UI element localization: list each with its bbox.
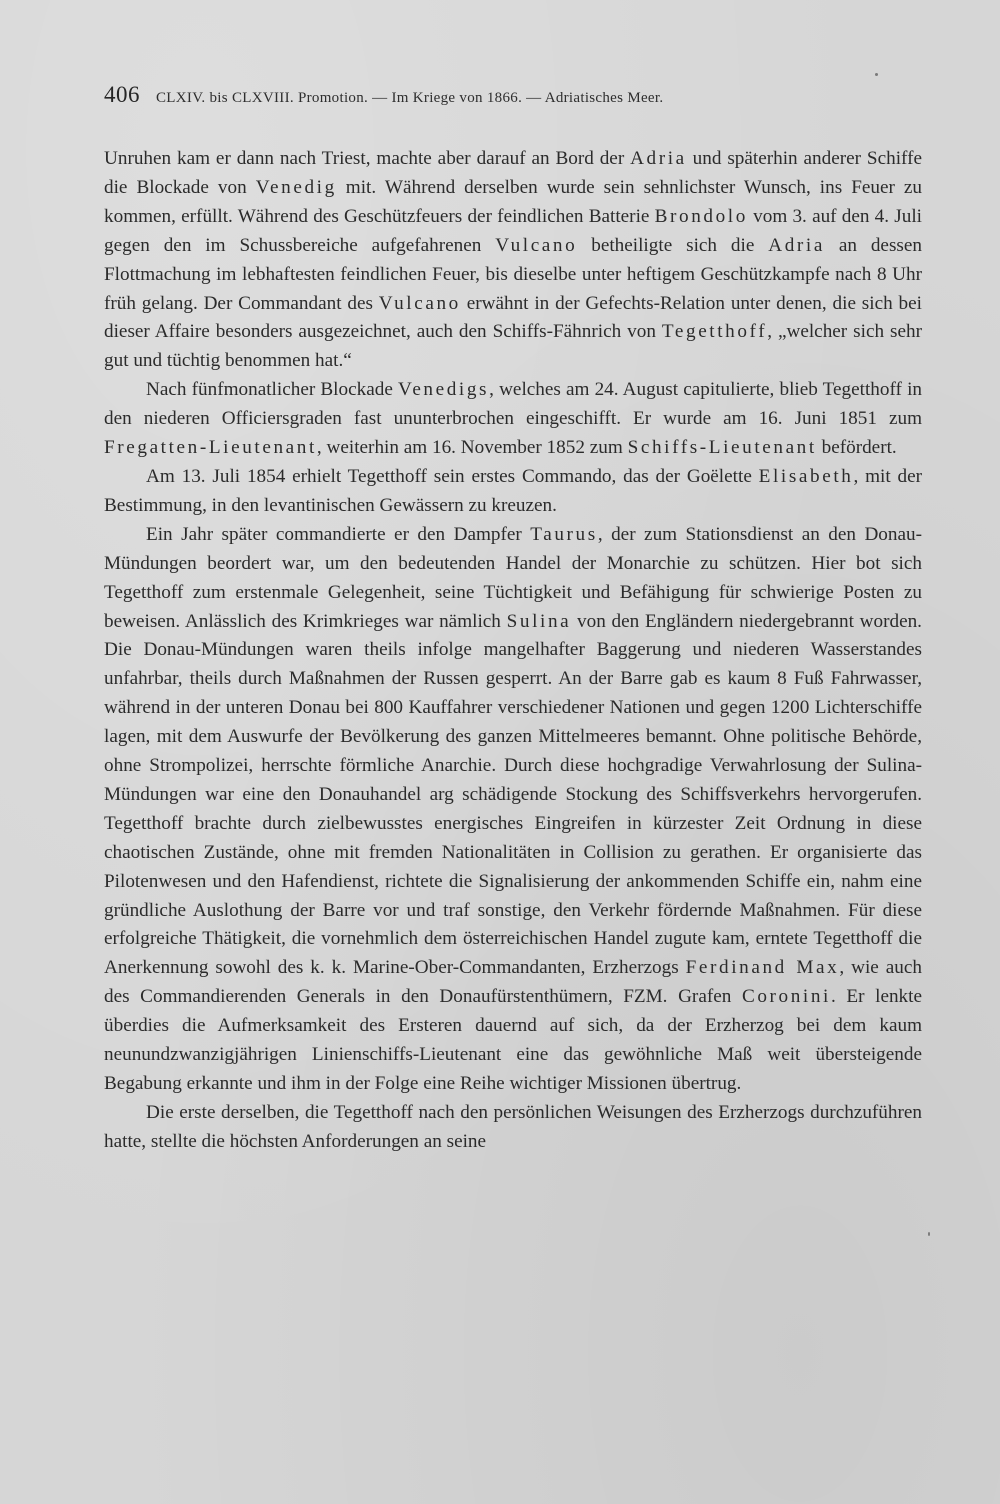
text-run: , wie auch des Commandierenden Generals in den Donaufürstenthümern, FZM. Grafen [104, 957, 922, 1008]
spaced-name: Brondolo [654, 205, 748, 227]
spaced-name: Sulina [506, 610, 572, 632]
paragraph [104, 463, 922, 521]
paper-speck [928, 1232, 930, 1236]
spaced-name: Venedigs [397, 379, 490, 401]
spaced-name: Elisabeth [758, 465, 854, 487]
spaced-name: Vulcano [378, 292, 461, 314]
spaced-name: Schiffs-Lieutenant [627, 437, 817, 459]
paragraph [104, 521, 922, 1099]
spaced-name: Adria [768, 234, 825, 256]
spaced-name: Vulcano [495, 234, 578, 256]
text-run: erwähnt in der Gefechts-Relation unter denen, die sich bei dieser Affaire besonders ausgezeichnet, auch den Schiffs-Fähnrich von [104, 292, 922, 343]
spaced-name: Venedig [255, 176, 337, 198]
text-run: , der zum Stationsdienst an den Donau-Mündungen beordert war, um den bedeutenden Handel der Monarchie zu schützen. Hier bot sich Tegetthoff zum erstenmale Gelegenheit, seine Tüchtigkeit und Befähigung für schwierige Posten zu beweisen. Anlässlich des Krimkrieges war nämlich [104, 523, 922, 632]
text-run: vom 3. auf den 4. Juli gegen den im Schussbereiche aufgefahrenen [104, 205, 923, 256]
spaced-name: Fregatten-Lieutenant [104, 437, 317, 459]
spaced-name: Adria [630, 148, 687, 169]
spaced-name: Ferdinand Max [685, 957, 840, 979]
text-run: befördert. [816, 437, 897, 459]
text-run: betheiligte sich die [577, 234, 769, 256]
paragraph [104, 1099, 922, 1157]
text-run: von den Engländern niedergebrannt worden. Die Donau-Mündungen waren theils infolge mangelhafter Baggerung und niederen Wasserstandes unfahrbar, theils durch Maßnahmen der Russen gesperrt. An der Barre gab es kaum 8 Fuß Fahrwasser, während in der unteren Donau bei 800 Kauffahrer verschiedener Nationen und gegen 1200 Lichterschiffe lagen, mit dem Auswurfe der Bevölkerung des ganzen Mittelmeeres bemannt. Ohne politische Behörde, ohne Strompolizei, herrschte förmliche Anarchie. Durch diese hochgradige Verwahrlosung der Sulina-Mündungen war eine den Donauhandel arg schädigende Stockung des Schiffsverkehrs hervorgerufen. Tegetthoff brachte durch zielbewusstes energisches Eingreifen in kürzester Zeit Ordnung in diese chaotischen Zustände, ohne mit fremden Nationalitäten in Collision zu gerathen. Er organisierte das Pilotenwesen und den Hafendienst, richtete die Signalisierung der ankommenden Schiffe ein, nahm eine gründliche Auslothung der Barre vor und traf sonstige, den Verkehr fördernde Maßnahmen. Für diese erfolgreiche Thätigkeit, die vornehmlich dem österreichischen Handel zugute kam, erntete Tegetthoff die Anerkennung sowohl des k. k. Marine-Ober-Commandanten, Erzherzogs [104, 610, 922, 979]
paper-speck [875, 73, 878, 76]
running-head: CLXIV. bis CLXVIII. Promotion. — Im Kriege von 1866. — Adriatisches Meer. [156, 90, 664, 106]
text-run: Am 13. Juli 1854 erhielt Tegetthoff sein erstes Commando, das der Goëlette [146, 465, 759, 487]
text-run: Nach fünfmonatlicher Blockade [146, 379, 398, 401]
text-run: , weiterhin am 16. November 1852 zum [316, 437, 628, 459]
text-run: und späterhin anderer Schiffe die Blockade von [104, 148, 922, 198]
page-number: 406 [104, 82, 140, 107]
text-run: . Er lenkte überdies die Aufmerksamkeit des Ersteren dauernd auf sich, da der Erzherzog bei dem kaum neunundzwanzigjährigen Linienschiffs-Lieutenant eine das gewöhnliche Maß weit übersteigende Begabung erkannte und ihm in der Folge eine Reihe wichtiger Missionen übertrug. [104, 986, 922, 1094]
text-run: an dessen Flottmachung im lebhaftesten feindlichen Feuer, bis dieselbe unter heftigem Geschützkampfe nach 8 Uhr früh gelang. Der Commandant des [104, 234, 922, 314]
spaced-name: Coronini [741, 986, 831, 1008]
text-run: mit. Während derselben wurde sein sehnlichster Wunsch, ins Feuer zu kommen, erfüllt. Während des Geschützfeuers der feindlichen Batterie [104, 176, 922, 227]
spaced-name: Taurus [530, 523, 598, 545]
paragraph [104, 145, 922, 376]
page-header [104, 82, 834, 112]
text-run: , „welcher sich sehr gut und tüchtig benommen hat.“ [104, 321, 922, 372]
spaced-name: Tegetthoff [661, 321, 768, 343]
text-run: Ein Jahr später commandierte er den Dampfer [146, 523, 531, 545]
text-run: Unruhen kam er dann nach Triest, machte aber darauf an Bord der [104, 148, 631, 169]
text-run: , welches am 24. August capitulierte, blieb Tegetthoff in den niederen Officiersgraden fast ununterbrochen eingeschifft. Er wurde am 16. Juni 1851 zum [104, 379, 922, 430]
text-run: , mit der Bestimmung, in den levantinischen Gewässern zu kreuzen. [104, 465, 922, 516]
body-text [104, 145, 922, 1157]
text-run: Die erste derselben, die Tegetthoff nach den persönlichen Weisungen des Erzherzogs durchzuführen hatte, stellte die höchsten Anforderungen an seine [104, 1101, 922, 1152]
paragraph [104, 376, 922, 463]
